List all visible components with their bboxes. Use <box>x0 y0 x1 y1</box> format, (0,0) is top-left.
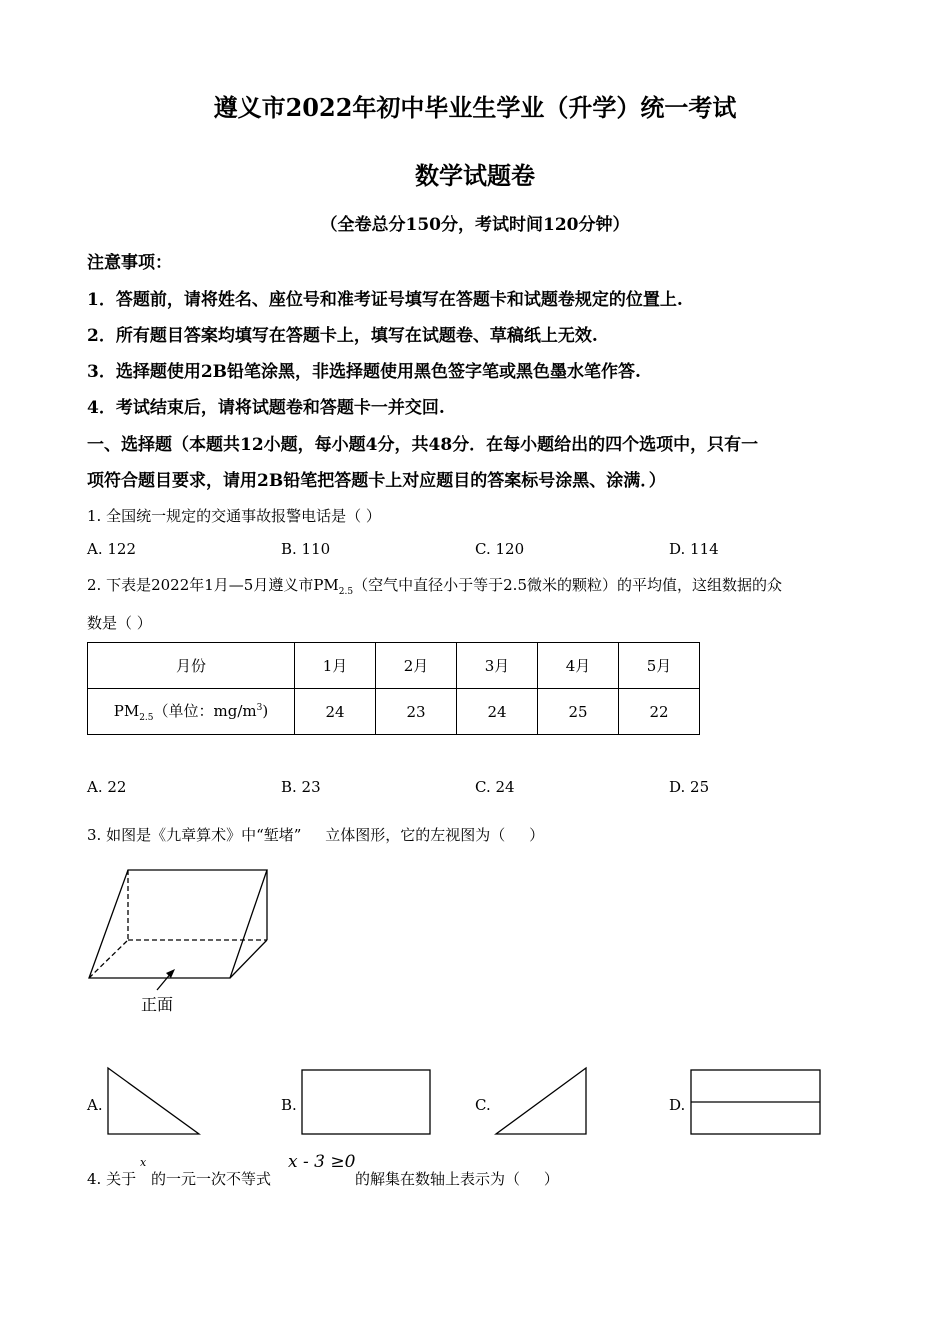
q2-option-b: B. 23 <box>281 778 321 796</box>
q2-text-part-a: 2. 下表是2022年1月—5月遵义市PM <box>87 576 339 594</box>
q2-subscript: 2.5 <box>338 587 354 597</box>
q2-option-a: A. 22 <box>87 778 127 796</box>
table-value-4: 25 <box>538 689 619 735</box>
front-label: 正面 <box>141 995 174 1014</box>
q4-text-part-c: 的解集在数轴上表示为（ ） <box>355 1170 559 1188</box>
row-label-close: ) <box>262 702 269 720</box>
q3-option-b-label: B. <box>281 1096 297 1114</box>
table-month-3: 3月 <box>457 643 538 689</box>
table-value-1: 24 <box>295 689 376 735</box>
q4-text-part-a: 4. 关于 <box>87 1170 137 1188</box>
option-a-triangle <box>108 1068 199 1134</box>
table-month-1: 1月 <box>295 643 376 689</box>
section-heading-line2: 项符合题目要求，请用2B铅笔把答题卡上对应题目的答案标号涂黑、涂满．） <box>87 471 666 491</box>
row-label-unit: （单位：mg/m <box>153 702 257 720</box>
row-label-sub: 2.5 <box>139 713 154 723</box>
row-label-pm: PM <box>113 702 140 720</box>
q4-formula: x - 3 ≥0 <box>288 1152 356 1172</box>
table-header-month: 月份 <box>88 643 295 689</box>
q2-text-part-b: （空气中直径小于等于2.5微米的颗粒）的平均值，这组数据的众 <box>353 576 782 594</box>
q3-text: 3. 如图是《九章算术》中“堑堵” 立体图形，它的左视图为（ ） <box>87 826 545 844</box>
table-month-2: 2月 <box>376 643 457 689</box>
table-value-2: 23 <box>376 689 457 735</box>
q4-text-part-b: 的一元一次不等式 <box>151 1170 272 1188</box>
q3-option-a-label: A. <box>87 1096 103 1114</box>
q2-option-c: C. 24 <box>475 778 515 796</box>
notice-item-3: 3．选择题使用2B铅笔涂黑，非选择题使用黑色签字笔或黑色墨水笔作答. <box>87 362 641 382</box>
q2-option-d: D. 25 <box>669 778 710 796</box>
q1-option-a: A. 122 <box>87 540 136 558</box>
exam-subtitle: 数学试题卷 <box>415 161 535 190</box>
exam-title: 遵义市2022年初中毕业生学业（升学）统一考试 <box>213 93 737 122</box>
section-heading-line1: 一、选择题（本题共12小题，每小题4分，共48分．在每小题给出的四个选项中，只有一 <box>87 435 759 455</box>
option-b-rectangle <box>302 1070 430 1134</box>
table-month-5: 5月 <box>619 643 700 689</box>
q1-option-c: C. 120 <box>475 540 525 558</box>
q3-option-d-label: D. <box>669 1096 686 1114</box>
q4-var-x: x <box>140 1156 147 1169</box>
table-value-5: 22 <box>619 689 700 735</box>
notice-item-4: 4．考试结束后，请将试题卷和答题卡一并交回. <box>87 398 445 418</box>
notice-heading: 注意事项： <box>87 253 172 273</box>
q2-text-line2: 数是（ ） <box>87 614 152 632</box>
q1-text: 1. 全国统一规定的交通事故报警电话是（ ） <box>87 507 381 525</box>
table-value-3: 24 <box>457 689 538 735</box>
table-month-4: 4月 <box>538 643 619 689</box>
notice-item-1: 1．答题前，请将姓名、座位号和准考证号填写在答题卡和试题卷规定的位置上. <box>87 290 683 310</box>
q1-option-d: D. 114 <box>669 540 719 558</box>
option-c-triangle <box>496 1068 586 1134</box>
row-label-sup: 3 <box>256 703 263 713</box>
notice-item-2: 2．所有题目答案均填写在答题卡上，填写在试题卷、草稿纸上无效. <box>87 326 598 346</box>
q1-option-b: B. 110 <box>281 540 331 558</box>
score-note: （全卷总分150分，考试时间120分钟） <box>320 215 630 235</box>
q3-option-c-label: C. <box>475 1096 491 1114</box>
